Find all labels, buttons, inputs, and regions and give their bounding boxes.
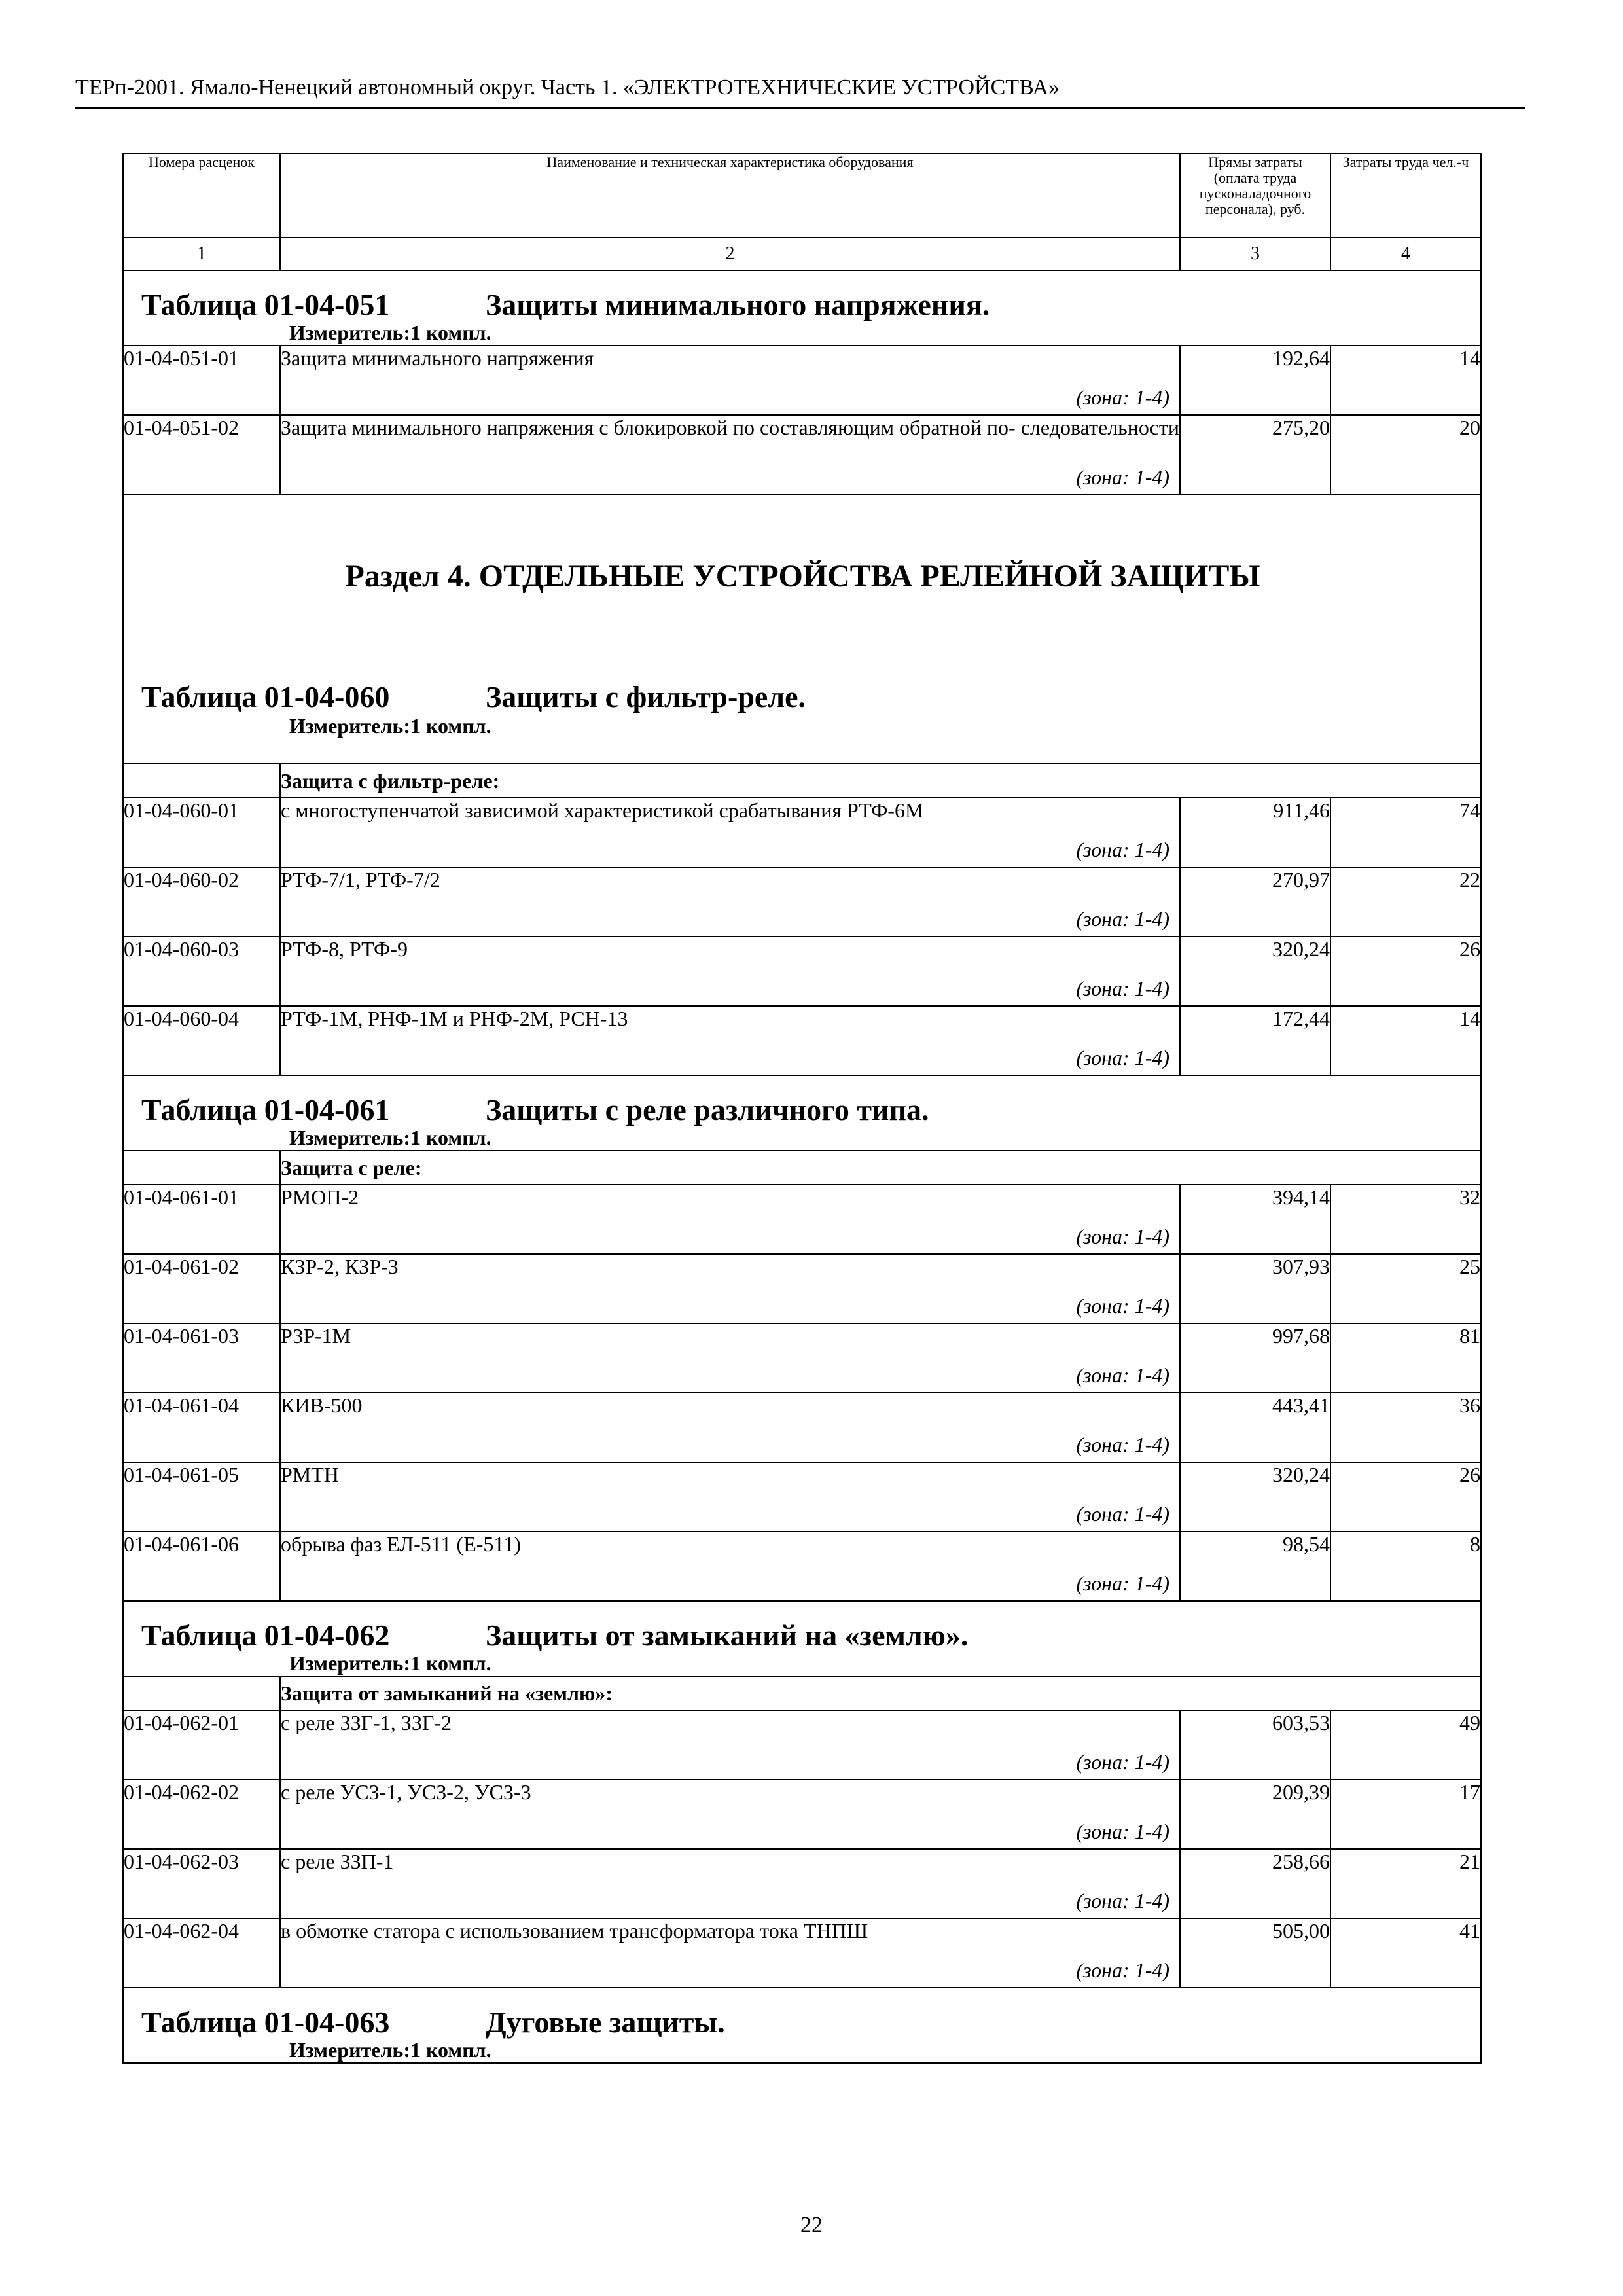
table-row [123, 1006, 1481, 1075]
subheading-row [123, 1151, 1481, 1185]
table-row [123, 1462, 1481, 1532]
rate-description-cell [280, 1710, 1180, 1780]
table-measure: Измеритель:1 компл. [289, 2038, 491, 2062]
table-number: Таблица 01-04-060 [141, 680, 390, 713]
rate-code: 01-04-062-02 [123, 1780, 280, 1849]
rate-cost: 320,24 [1180, 937, 1330, 1006]
rate-description-cell [280, 415, 1180, 495]
rate-cost: 275,20 [1180, 415, 1330, 495]
table-subheading: Защита с фильтр-реле: [280, 764, 1481, 798]
rate-description: РТФ-8, РТФ-9 [281, 937, 408, 961]
rate-labor: 41 [1330, 1918, 1481, 1988]
rate-description: РЗР-1М [281, 1324, 351, 1348]
column-header-labor: Затраты труда чел.-ч [1330, 154, 1481, 238]
table-heading [123, 1075, 1481, 1151]
rate-code: 01-04-060-02 [123, 867, 280, 937]
rate-labor: 25 [1330, 1254, 1481, 1323]
table-heading-block [124, 1076, 1480, 1150]
rates-table [122, 153, 1482, 2064]
table-measure: Измеритель:1 компл. [289, 1651, 491, 1675]
rate-description-cell [280, 1918, 1180, 1988]
rate-description: РТФ-1М, РНФ-1М и РНФ-2М, РСН-13 [281, 1007, 628, 1030]
table-heading-block [124, 1602, 1480, 1676]
rate-description-cell [280, 1849, 1180, 1918]
rate-code: 01-04-060-01 [123, 798, 280, 867]
table-heading [123, 1601, 1481, 1676]
table-row [123, 1710, 1481, 1780]
table-row [123, 415, 1481, 495]
rate-description: РМТН [281, 1463, 339, 1486]
rate-zone: (зона: 1-4) [1076, 1958, 1169, 1982]
rate-code: 01-04-061-04 [123, 1393, 280, 1462]
column-header-row [123, 154, 1481, 238]
rate-labor: 32 [1330, 1185, 1481, 1254]
table-heading [123, 270, 1481, 346]
rate-labor: 74 [1330, 798, 1481, 867]
rate-cost: 320,24 [1180, 1462, 1330, 1532]
rate-code: 01-04-061-05 [123, 1462, 280, 1532]
rate-description-cell [280, 1780, 1180, 1849]
running-header: ТЕРп-2001. Ямало-Ненецкий автономный округ. Часть 1. «ЭЛЕКТРОТЕХНИЧЕСКИЕ УСТРОЙСТВА» [75, 73, 1525, 109]
rate-description: с многоступенчатой зависимой характеристикой срабатывания РТФ-6М [281, 798, 924, 822]
rate-zone: (зона: 1-4) [1076, 1750, 1169, 1774]
rate-cost: 307,93 [1180, 1254, 1330, 1323]
rate-code: 01-04-060-04 [123, 1006, 280, 1075]
rate-code: 01-04-060-03 [123, 937, 280, 1006]
rate-cost: 911,46 [1180, 798, 1330, 867]
table-title: Защиты с фильтр-реле. [486, 680, 806, 713]
table-row [123, 1254, 1481, 1323]
rate-labor: 26 [1330, 937, 1481, 1006]
rate-zone: (зона: 1-4) [1076, 1820, 1169, 1843]
rate-cost: 98,54 [1180, 1532, 1330, 1601]
rate-zone: (зона: 1-4) [1076, 1225, 1169, 1248]
table-title: Защиты с реле различного типа. [486, 1093, 929, 1126]
rate-zone: (зона: 1-4) [1076, 977, 1169, 1000]
rate-code: 01-04-061-01 [123, 1185, 280, 1254]
table-row [123, 937, 1481, 1006]
table-row [123, 1849, 1481, 1918]
section-title: Раздел 4. ОТДЕЛЬНЫЕ УСТРОЙСТВА РЕЛЕЙНОЙ ЗАЩИТЫ [345, 559, 1260, 594]
rate-labor: 14 [1330, 1006, 1481, 1075]
rate-labor: 17 [1330, 1780, 1481, 1849]
table-measure: Измеритель:1 компл. [289, 321, 491, 344]
table-row [123, 867, 1481, 937]
rate-code: 01-04-062-01 [123, 1710, 280, 1780]
rate-zone: (зона: 1-4) [1076, 1363, 1169, 1387]
rate-code: 01-04-051-01 [123, 346, 280, 415]
rate-labor: 26 [1330, 1462, 1481, 1532]
column-number: 2 [280, 238, 1180, 270]
table-measure: Измеритель:1 компл. [289, 714, 491, 738]
column-header-cost: Прямы затраты (оплата труда пусконаладочного персонала), руб. [1180, 154, 1330, 238]
table-heading-block [124, 271, 1480, 345]
table-row [123, 1532, 1481, 1601]
table-heading-row [123, 270, 1481, 346]
rate-description-cell [280, 1185, 1180, 1254]
rate-description: в обмотке статора с использованием трансформатора тока ТНПШ [281, 1919, 868, 1943]
rate-cost: 258,66 [1180, 1849, 1330, 1918]
rate-cost: 270,97 [1180, 867, 1330, 937]
table-row [123, 1393, 1481, 1462]
rate-description: КЗР-2, КЗР-3 [281, 1255, 399, 1278]
rate-zone: (зона: 1-4) [1076, 1502, 1169, 1526]
rate-labor: 21 [1330, 1849, 1481, 1918]
subheading-row [123, 764, 1481, 798]
table-number: Таблица 01-04-063 [141, 2005, 390, 2039]
rate-zone: (зона: 1-4) [1076, 386, 1169, 409]
column-header-name: Наименование и техническая характеристика оборудования [280, 154, 1180, 238]
rate-description: РМОП-2 [281, 1185, 359, 1209]
table-subheading: Защита от замыканий на «землю»: [280, 1676, 1481, 1710]
rate-description-cell [280, 1462, 1180, 1532]
rate-description-cell [280, 867, 1180, 937]
table-heading-block [124, 1988, 1480, 2062]
rate-cost: 192,64 [1180, 346, 1330, 415]
rate-code: 01-04-061-02 [123, 1254, 280, 1323]
rate-description-cell [280, 1393, 1180, 1462]
table-number: Таблица 01-04-062 [141, 1619, 390, 1652]
subheading-spacer [123, 1151, 280, 1185]
table-heading-row [123, 1988, 1481, 2063]
page-number: 22 [800, 2213, 823, 2237]
rate-description: КИВ-500 [281, 1393, 363, 1417]
table-row [123, 798, 1481, 867]
rate-labor: 14 [1330, 346, 1481, 415]
rate-cost: 997,68 [1180, 1323, 1330, 1393]
rate-description-cell [280, 346, 1180, 415]
rate-description: с реле ЗЗП-1 [281, 1850, 394, 1873]
table-number: Таблица 01-04-061 [141, 1093, 390, 1126]
table-heading-row [123, 495, 1481, 764]
rate-description-cell [280, 798, 1180, 867]
rate-zone: (зона: 1-4) [1076, 907, 1169, 931]
table-heading [123, 495, 1481, 764]
subheading-row [123, 1676, 1481, 1710]
rate-cost: 443,41 [1180, 1393, 1330, 1462]
column-number: 4 [1330, 238, 1481, 270]
rate-description: с реле УСЗ-1, УСЗ-2, УСЗ-3 [281, 1780, 531, 1804]
rate-description-cell [280, 1006, 1180, 1075]
column-number: 1 [123, 238, 280, 270]
rate-zone: (зона: 1-4) [1076, 1046, 1169, 1069]
rate-description-cell [280, 937, 1180, 1006]
rate-cost: 505,00 [1180, 1918, 1330, 1988]
table-heading [123, 1988, 1481, 2063]
table-heading-row [123, 1601, 1481, 1676]
rate-description: обрыва фаз ЕЛ-511 (Е-511) [281, 1532, 521, 1556]
rate-description: Защита минимального напряжения с блокировкой по составляющим обратной по- следовательности [281, 416, 1179, 439]
table-title: Дуговые защиты. [486, 2005, 725, 2039]
rate-labor: 36 [1330, 1393, 1481, 1462]
table-number: Таблица 01-04-051 [141, 288, 390, 321]
rate-zone: (зона: 1-4) [1076, 1294, 1169, 1318]
section-block [124, 495, 1480, 763]
rate-description-cell [280, 1532, 1180, 1601]
rate-code: 01-04-062-04 [123, 1918, 280, 1988]
rate-code: 01-04-062-03 [123, 1849, 280, 1918]
table-row [123, 1918, 1481, 1988]
rate-code: 01-04-051-02 [123, 415, 280, 495]
table-row [123, 1323, 1481, 1393]
rate-zone: (зона: 1-4) [1076, 838, 1169, 861]
rate-labor: 49 [1330, 1710, 1481, 1780]
rate-code: 01-04-061-03 [123, 1323, 280, 1393]
table-heading-row [123, 1075, 1481, 1151]
table-measure: Измеритель:1 компл. [289, 1126, 491, 1149]
rate-description: РТФ-7/1, РТФ-7/2 [281, 868, 440, 891]
column-header-code: Номера расценок [123, 154, 280, 238]
rate-cost: 394,14 [1180, 1185, 1330, 1254]
rate-zone: (зона: 1-4) [1076, 1571, 1169, 1595]
rate-cost: 172,44 [1180, 1006, 1330, 1075]
rate-description: с реле ЗЗГ-1, ЗЗГ-2 [281, 1711, 452, 1734]
column-number: 3 [1180, 238, 1330, 270]
rate-labor: 81 [1330, 1323, 1481, 1393]
rate-code: 01-04-061-06 [123, 1532, 280, 1601]
subheading-spacer [123, 1676, 280, 1710]
table-title: Защиты от замыканий на «землю». [486, 1619, 969, 1652]
table-row [123, 1780, 1481, 1849]
rate-zone: (зона: 1-4) [1076, 1889, 1169, 1912]
rate-labor: 20 [1330, 415, 1481, 495]
table-subheading: Защита с реле: [280, 1151, 1481, 1185]
rate-cost: 209,39 [1180, 1780, 1330, 1849]
table-row [123, 346, 1481, 415]
rate-labor: 8 [1330, 1532, 1481, 1601]
table-title: Защиты минимального напряжения. [486, 288, 990, 321]
rate-description-cell [280, 1254, 1180, 1323]
table-row [123, 1185, 1481, 1254]
rate-description-cell [280, 1323, 1180, 1393]
subheading-spacer [123, 764, 280, 798]
rate-description: Защита минимального напряжения [281, 346, 594, 370]
rate-cost: 603,53 [1180, 1710, 1330, 1780]
column-number-row [123, 238, 1481, 270]
rate-zone: (зона: 1-4) [1076, 1433, 1169, 1456]
rate-zone: (зона: 1-4) [1076, 465, 1169, 489]
rate-labor: 22 [1330, 867, 1481, 937]
